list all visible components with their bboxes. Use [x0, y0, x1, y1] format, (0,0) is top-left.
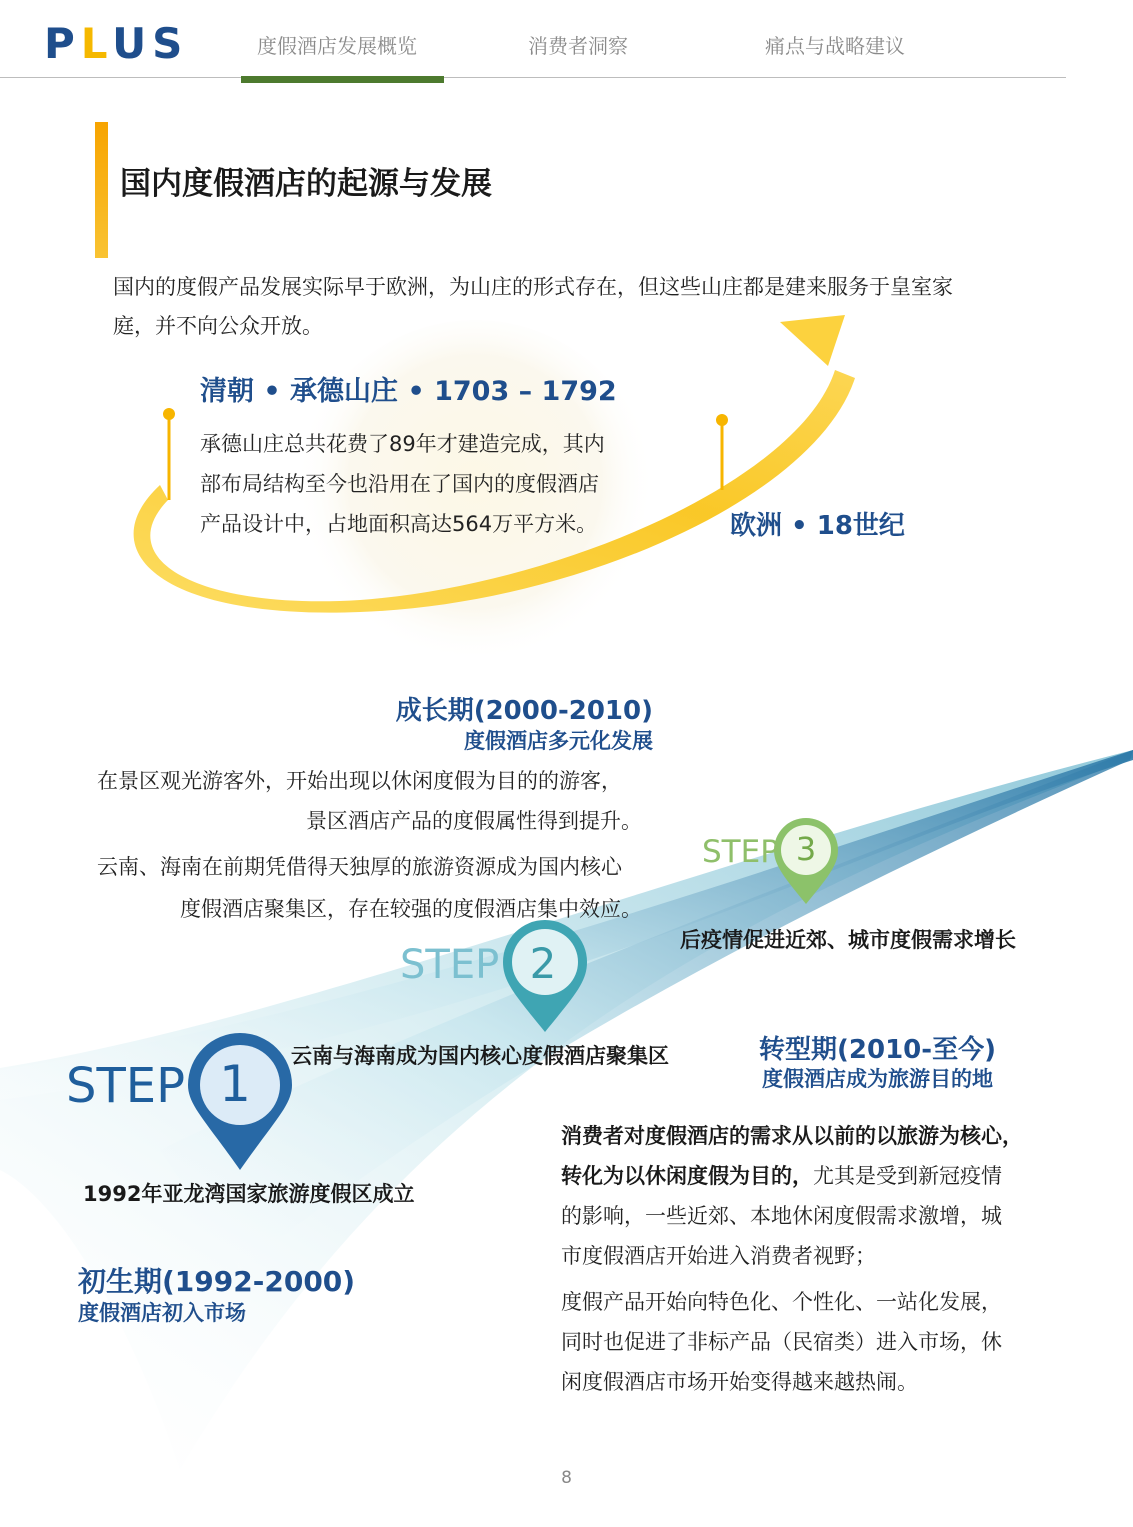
- tab-consumer-insight[interactable]: 消费者洞察: [528, 34, 628, 58]
- step-1-label: STEP: [66, 1058, 186, 1114]
- transition-title: 转型期(2010-至今): [759, 1035, 996, 1065]
- birth-subtitle: 度假酒店初入市场: [78, 1301, 246, 1325]
- growth-title: 成长期(2000-2010): [395, 696, 653, 726]
- section-title: 国内度假酒店的起源与发展: [120, 166, 492, 202]
- birth-title: 初生期(1992-2000): [78, 1265, 356, 1298]
- step-3-number: 3: [795, 830, 817, 868]
- qing-desc-line: 部布局结构至今也沿用在了国内的度假酒店: [200, 472, 599, 496]
- intro-paragraph: [113, 268, 1033, 346]
- transition-paragraph-2: [561, 1282, 1041, 1402]
- header-divider: [0, 77, 1066, 78]
- step-1-number: 1: [219, 1055, 251, 1113]
- step-3-label: STEP: [702, 834, 779, 870]
- growth-text: 在景区观光游客外，开始出现以休闲度假为目的的游客，: [97, 769, 622, 793]
- transition-text: 度假产品开始向特色化、个性化、一站化发展，: [561, 1290, 1002, 1314]
- section-accent-bar: [95, 122, 108, 258]
- growth-text: 景区酒店产品的度假属性得到提升。: [306, 809, 642, 833]
- active-tab-indicator: [241, 76, 444, 83]
- tab-pain-points[interactable]: 痛点与战略建议: [765, 34, 905, 58]
- transition-paragraph-1: [561, 1116, 1041, 1276]
- qing-desc-line: 承德山庄总共花费了89年才建造完成，其内: [200, 432, 605, 456]
- europe-title: 欧洲 • 18世纪: [730, 511, 905, 541]
- intro-line: 国内的度假产品发展实际早于欧洲，为山庄的形式存在，但这些山庄都是建来服务于皇室家: [113, 275, 953, 299]
- transition-text: 闲度假酒店市场开始变得越来越热闹。: [561, 1370, 918, 1394]
- growth-text: 度假酒店聚集区，存在较强的度假酒店集中效应。: [180, 897, 642, 921]
- qing-title: 清朝 • 承德山庄 • 1703 – 1792: [200, 376, 617, 407]
- transition-bold-text: 消费者对度假酒店的需求从以前的以旅游为核心，: [561, 1124, 1023, 1148]
- step-2-milestone: 云南与海南成为国内核心度假酒店聚集区: [291, 1044, 669, 1068]
- intro-line: 庭，并不向公众开放。: [113, 314, 323, 338]
- step-3-milestone: 后疫情促进近郊、城市度假需求增长: [680, 928, 1016, 952]
- transition-text: 的影响，一些近郊、本地休闲度假需求激增，城: [561, 1204, 1002, 1228]
- transition-subtitle: 度假酒店成为旅游目的地: [762, 1067, 993, 1091]
- growth-text: 云南、海南在前期凭借得天独厚的旅游资源成为国内核心: [97, 855, 622, 879]
- transition-text: 同时也促进了非标产品（民宿类）进入市场，休: [561, 1330, 1002, 1354]
- transition-bold-text: 转化为以休闲度假为目的，: [561, 1164, 813, 1188]
- transition-text: 市度假酒店开始进入消费者视野；: [561, 1244, 876, 1268]
- page-number: 8: [561, 1468, 572, 1488]
- qing-description: [200, 424, 660, 544]
- tab-overview[interactable]: 度假酒店发展概览: [257, 34, 417, 58]
- transition-text: 尤其是受到新冠疫情: [813, 1164, 1002, 1188]
- step-2-number: 2: [529, 939, 557, 988]
- growth-subtitle: 度假酒店多元化发展: [464, 729, 653, 753]
- step-1-milestone: 1992年亚龙湾国家旅游度假区成立: [83, 1182, 415, 1206]
- plus-logo[interactable]: PLUS: [44, 19, 189, 68]
- qing-desc-line: 产品设计中，占地面积高达564万平方米。: [200, 512, 598, 536]
- step-2-label: STEP: [400, 942, 500, 988]
